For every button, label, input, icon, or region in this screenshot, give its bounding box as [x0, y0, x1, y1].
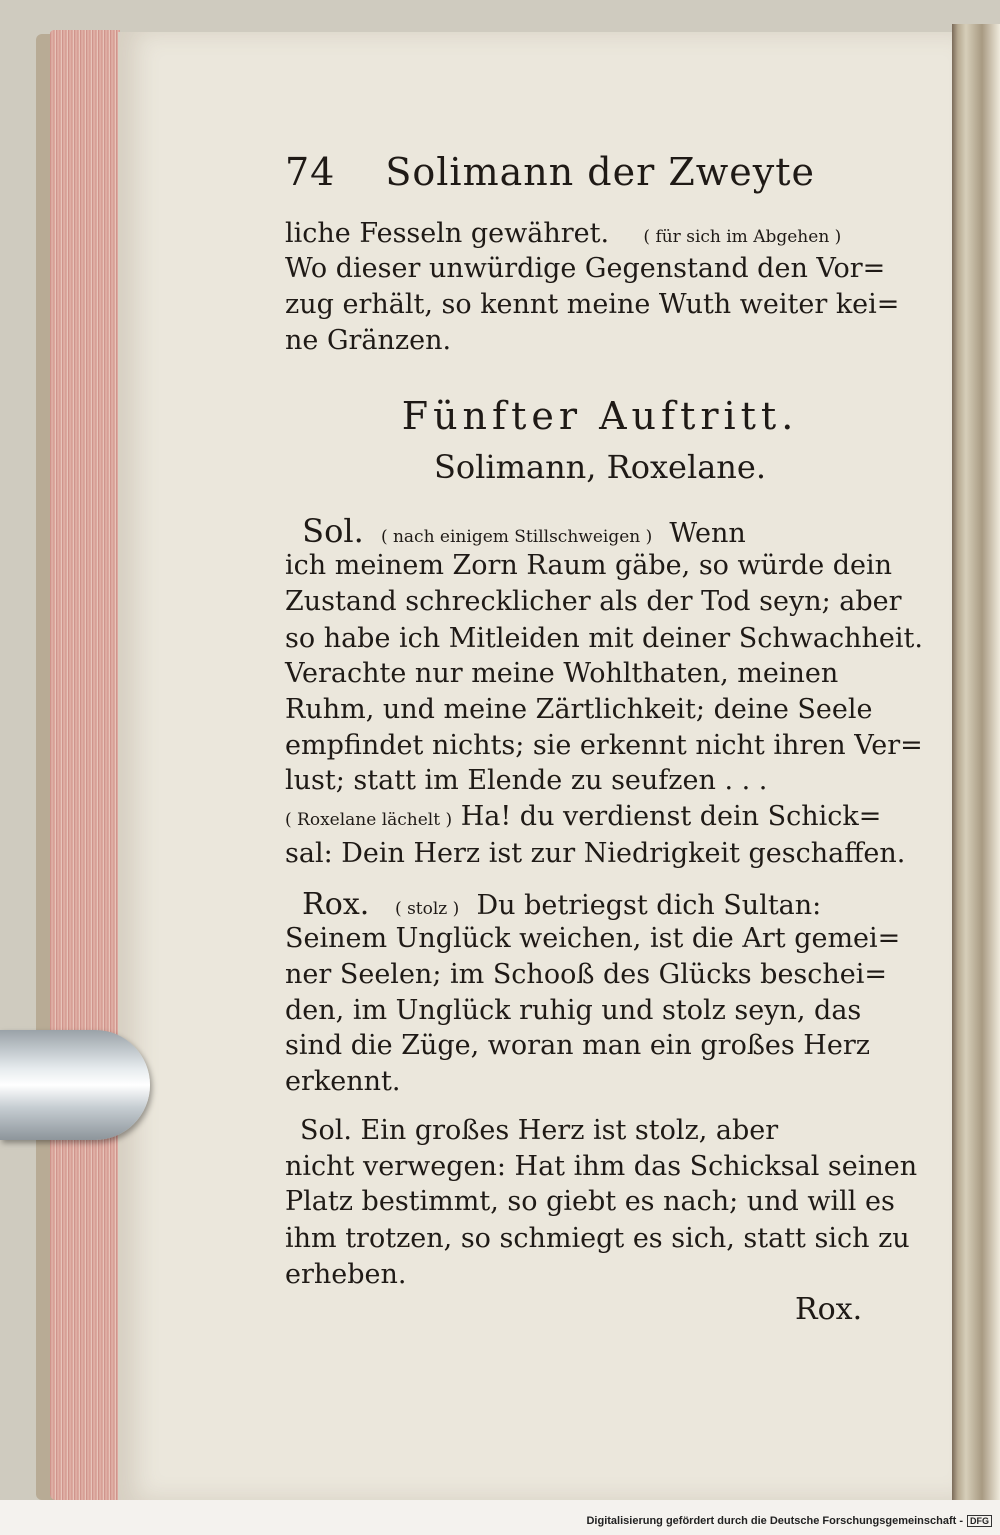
footer-credit: Digitalisierung gefördert durch die Deutsche Forschungsgemeinschaft - DFG — [586, 1515, 992, 1527]
text-line: empfindet nichts; sie erkennt nicht ihren Ver= — [285, 730, 923, 761]
text-line: ( Roxelane lächelt ) Ha! du verdienst dein Schick= — [285, 801, 882, 832]
text-line: liche Fesseln gewähret. ( für sich im Abgehen ) — [285, 218, 842, 249]
speaker: Sol. — [302, 512, 364, 550]
text-line: zug erhält, so kennt meine Wuth weiter kei= — [285, 289, 900, 320]
stage-direction: ( für sich im Abgehen ) — [643, 227, 842, 247]
text-line: erheben. — [285, 1259, 407, 1290]
speaker: Rox. — [302, 887, 370, 922]
scene-characters: Solimann, Roxelane. — [433, 448, 766, 486]
text-line: ner Seelen; im Schooß des Glücks beschei= — [285, 959, 888, 990]
stage-direction: ( Roxelane lächelt ) — [285, 810, 453, 830]
text-line: Verachte nur meine Wohlthaten, meinen — [285, 658, 839, 689]
text-line: nicht verwegen: Hat ihm das Schicksal seinen — [285, 1151, 918, 1182]
text-line: Ruhm, und meine Zärtlichkeit; deine Seele — [285, 694, 873, 725]
page-edges-right — [952, 24, 1000, 1504]
running-title: Solimann der Zweyte — [385, 150, 815, 194]
text-line: ihm trotzen, so schmiegt es sich, statt sich zu — [285, 1223, 910, 1254]
dfg-logo: DFG — [967, 1515, 992, 1527]
page-edges-left — [50, 30, 120, 1500]
text-line: Seinem Unglück weichen, ist die Art gemei= — [285, 923, 901, 954]
text-line: so habe ich Mitleiden mit deiner Schwachheit. — [285, 623, 923, 654]
stage-direction: ( nach einigem Stillschweigen ) — [380, 527, 653, 547]
text-line: sal: Dein Herz ist zur Niedrigkeit geschaffen. — [285, 838, 906, 869]
page-holder-clip — [0, 1030, 150, 1140]
running-header — [285, 150, 815, 194]
catchword: Rox. — [795, 1292, 863, 1327]
text-line: Sol. Ein großes Herz ist stolz, aber — [300, 1115, 779, 1146]
text-line: erkennt. — [285, 1066, 401, 1097]
text-line: ne Gränzen. — [285, 325, 452, 356]
page-number: 74 — [285, 150, 336, 194]
text-line: lust; statt im Elende zu seufzen . . . — [285, 765, 768, 796]
text-line: den, im Unglück ruhig und stolz seyn, das — [285, 995, 862, 1026]
scene-title: Fünfter Auftritt. — [401, 394, 799, 438]
text-line: ich meinem Zorn Raum gäbe, so würde dein — [285, 550, 893, 581]
stage-direction: ( stolz ) — [395, 899, 460, 919]
text-line: Wo dieser unwürdige Gegenstand den Vor= — [285, 253, 886, 284]
text-line: sind die Züge, woran man ein großes Herz — [285, 1030, 870, 1061]
text-line: Rox. ( stolz ) Du betriegst dich Sultan: — [302, 887, 822, 922]
text-line: Platz bestimmt, so giebt es nach; und will es — [285, 1186, 895, 1217]
text-line: Zustand schrecklicher als der Tod seyn; aber — [285, 586, 902, 617]
text-line: Sol. ( nach einigem Stillschweigen ) Wenn — [302, 512, 746, 550]
